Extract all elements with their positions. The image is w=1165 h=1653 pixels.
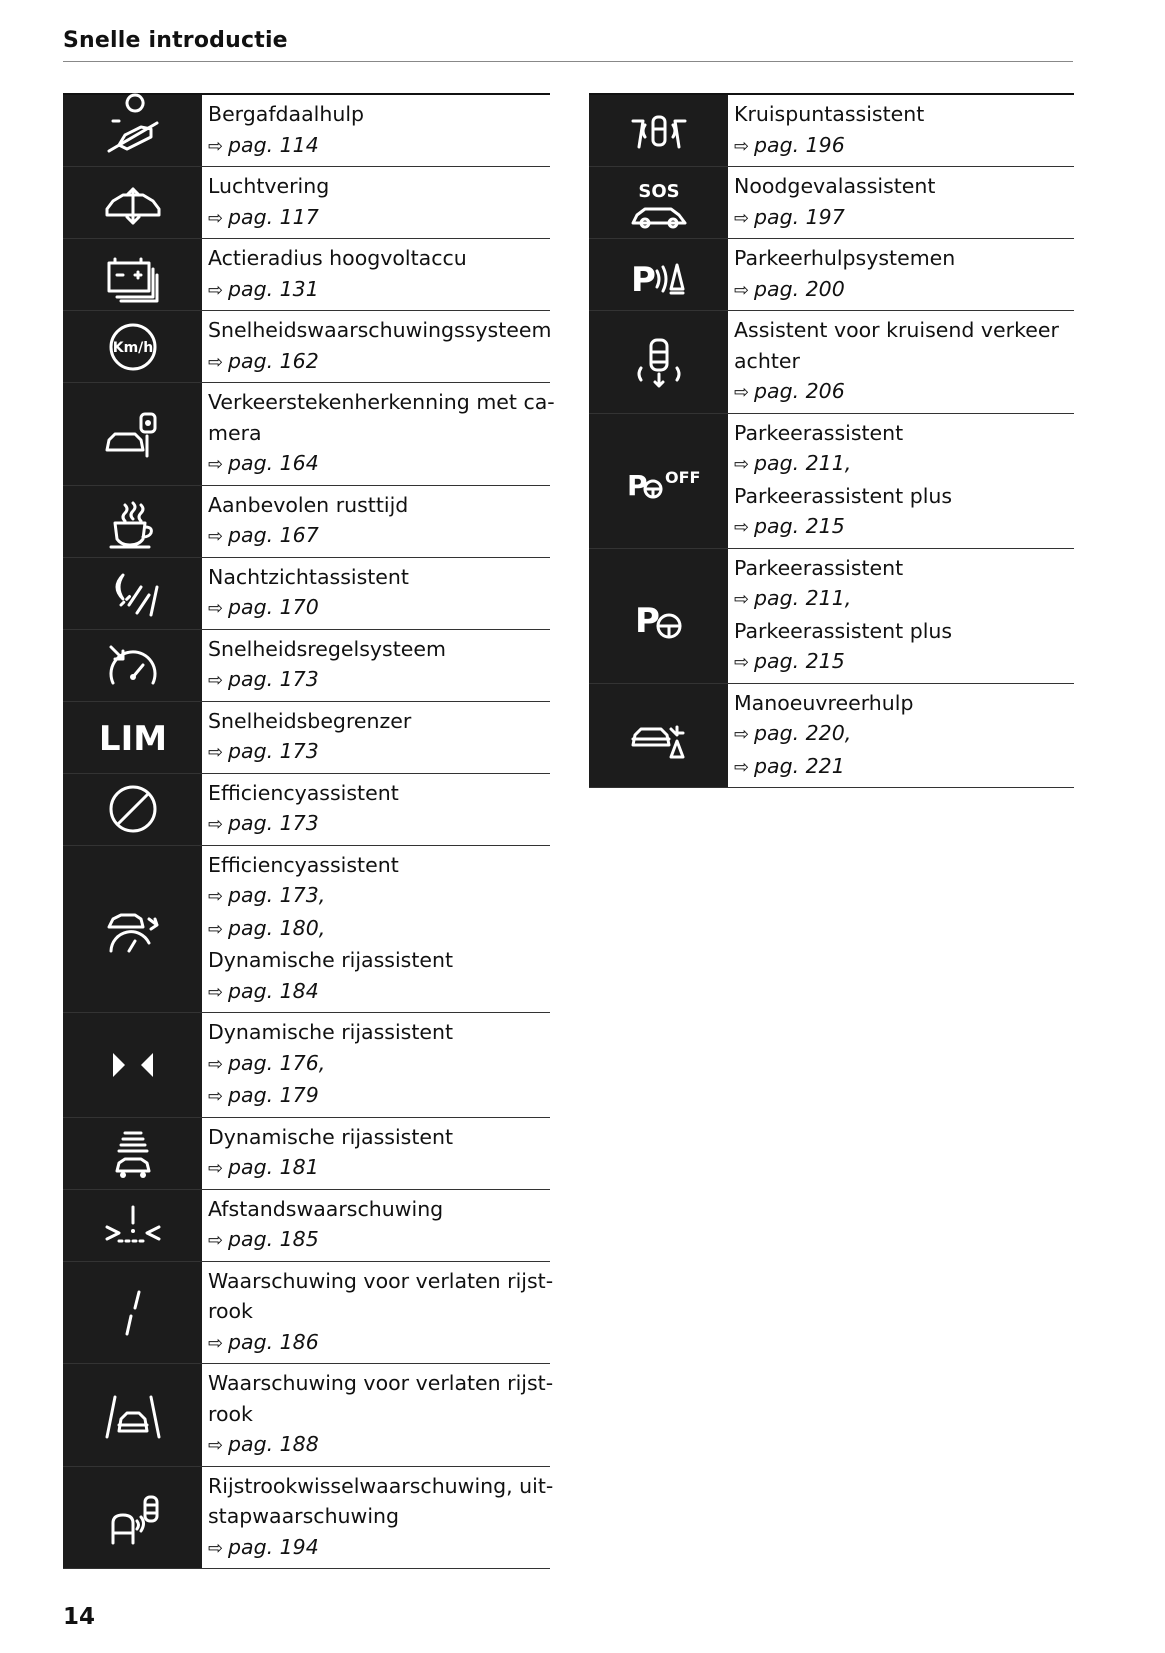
end-of-restriction-icon [63,774,202,845]
page-reference-text: pag. 180, [228,915,326,940]
page-title: Snelle introductie [63,28,288,53]
park-assist-icon [589,549,728,683]
arrow-right-icon: ⇨ [734,135,750,157]
row-content [202,702,550,773]
indicator-table-right [589,93,1074,788]
page-reference-link[interactable] [208,130,544,163]
icon-label: SOS [637,180,680,202]
row-label: Efficiencyassistent [208,780,399,805]
arrow-right-icon: ⇨ [208,1435,224,1456]
row-content [202,774,550,845]
page-reference-link[interactable] [208,1532,553,1565]
table-row [589,239,1074,311]
arrow-right-icon: ⇨ [208,814,224,835]
row-content [202,167,550,238]
row-label: Waarschuwing voor verlaten rijst- [208,1268,554,1293]
speed-warning-kmh-icon [63,311,202,382]
row-label: Bergafdaalhulp [208,102,365,126]
page-reference-text: pag. 117 [228,204,319,229]
row-label: Waarschuwing voor verlaten rijst- [208,1371,554,1395]
row-content [202,558,550,629]
page-reference-text: pag. 185 [228,1227,319,1251]
table-row [63,1262,554,1365]
table-row [63,383,555,486]
page-reference-text: pag. 206 [754,379,845,403]
svg-text:P: P [630,259,656,300]
row-label: Snelheidsbegrenzer [208,708,412,733]
row-content [202,1364,559,1466]
arrow-right-icon: ⇨ [208,1332,224,1354]
arrow-right-icon: ⇨ [734,382,750,403]
arrow-right-icon: ⇨ [208,351,224,373]
row-label: Dynamische rijassistent [208,948,454,972]
page-reference-text: pag. 173, [228,883,326,907]
row-label: Parkeerassistent plus [734,618,953,643]
page-reference-text: pag. 215 [754,514,845,538]
page-reference-link[interactable] [208,976,544,1009]
row-label: Noodgevalassistent [734,174,936,198]
lane-departure-car-icon [63,1364,202,1466]
page-reference-text: pag. 184 [228,978,319,1003]
page-reference-link[interactable] [734,646,1068,679]
row-content [202,1190,550,1261]
speed-limiter-icon [63,702,202,773]
page-reference-link[interactable] [208,913,544,946]
sos-car-icon [589,167,728,238]
page-reference-text: pag. 200 [754,276,845,301]
row-content [202,239,550,310]
row-content [202,1467,559,1569]
row-label: Snelheidsregelsysteem [208,636,446,661]
page-reference-text: pag. 131 [228,276,319,301]
page-reference-link[interactable] [208,1429,553,1462]
page-reference-text: pag. 211, [754,451,852,475]
page-reference-link[interactable] [734,718,1068,751]
row-content [202,630,550,701]
row-label: Aanbevolen rusttijd [208,492,409,517]
arrow-right-icon: ⇨ [208,1053,224,1075]
page-reference-link[interactable] [208,1152,544,1185]
page-reference-text: pag. 194 [228,1534,319,1559]
table-row [63,558,550,630]
page-reference-text: pag. 211, [754,586,852,610]
page-reference-link[interactable] [734,448,1068,481]
arrow-right-icon: ⇨ [208,981,224,1003]
table-row [63,774,550,846]
table-row [63,1364,554,1467]
table-row [63,1118,550,1190]
page-reference-link[interactable] [208,202,544,235]
page-reference-text: pag. 173 [228,811,319,835]
page-reference-link[interactable] [208,274,544,307]
indicator-table-left [63,93,555,1569]
arrow-right-icon: ⇨ [208,454,224,475]
row-label: Dynamische rijassistent [208,1124,454,1149]
row-label: Verkeerstekenherkenning met ca- [208,390,555,414]
row-label: Manoeuvreerhulp [734,690,914,715]
icon-label: Km/h [112,339,153,356]
arrow-right-icon: ⇨ [208,279,224,301]
arrow-right-icon: ⇨ [734,517,750,538]
high-voltage-battery-icon [63,239,202,310]
arrow-right-icon: ⇨ [208,526,224,547]
page-reference-text: pag. 188 [228,1432,319,1456]
page-reference-link[interactable] [734,274,1068,307]
adaptive-cruise-icon [63,846,202,1013]
page-reference-link[interactable] [208,1327,553,1360]
row-content [728,311,1074,413]
row-content [728,414,1074,548]
row-label: Dynamische rijassistent [208,1020,454,1044]
page-reference-text: pag. 162 [228,348,319,373]
row-label: Actieradius hoogvoltaccu [208,246,467,270]
page-reference-link[interactable] [734,511,1068,544]
table-row [63,1190,550,1262]
arrow-right-icon: ⇨ [208,670,224,691]
row-label: achter [734,348,800,373]
lane-change-warning-icon [63,1467,202,1569]
row-label: Snelheidswaarschuwingssysteem [208,318,552,342]
page-reference-link[interactable] [208,346,551,379]
row-content [202,383,561,485]
icon-label: LIM [98,719,167,759]
page-reference-link[interactable] [734,130,1068,163]
row-label: Parkeerassistent [734,420,904,445]
row-label: Afstandswaarschuwing [208,1196,444,1221]
row-content [728,684,1074,788]
row-content [202,1118,550,1189]
row-label: Rijstrookwisselwaarschuwing, uit- [208,1473,554,1498]
table-row [63,95,550,167]
row-label: Efficiencyassistent [208,852,399,877]
page-reference-link[interactable] [208,448,555,481]
page-reference-text: pag. 221 [754,753,845,778]
page-reference-link[interactable] [208,592,544,625]
row-content [202,1013,550,1117]
svg-text:P: P [626,468,648,502]
page-reference-text: pag. 167 [228,523,319,547]
park-assist-off-icon [589,414,728,548]
page-reference-link[interactable] [734,376,1068,409]
page-reference-text: pag. 220, [754,721,852,745]
row-label: Assistent voor kruisend verkeer [734,318,1059,342]
row-content [728,239,1074,310]
page-reference-link[interactable] [734,583,1068,616]
arrow-right-icon: ⇨ [208,1086,224,1107]
svg-text:OFF: OFF [664,467,700,487]
page-reference-link[interactable] [208,520,544,553]
arrow-right-icon: ⇨ [208,918,224,940]
page-reference-text: pag. 176, [228,1050,326,1075]
page-reference-text: pag. 196 [754,132,845,157]
arrow-right-icon: ⇨ [208,135,224,157]
row-label: Parkeerassistent [734,555,904,580]
page-reference-text: pag. 164 [228,451,319,475]
row-label: Kruispuntassistent [734,102,925,126]
arrow-right-icon: ⇨ [208,1158,224,1179]
table-row [589,167,1074,239]
row-label: stapwaarschuwing [208,1504,400,1528]
table-row [63,1467,554,1570]
arrow-right-icon: ⇨ [208,598,224,619]
row-label: mera [208,420,262,445]
table-row [63,630,550,702]
traffic-sign-camera-icon [63,383,202,485]
table-row [63,1013,550,1118]
parking-aid-icon [589,239,728,310]
row-content [202,95,550,166]
table-row [63,702,550,774]
page-reference-text: pag. 173 [228,739,319,763]
page-reference-link[interactable] [734,202,1068,235]
svg-text:P: P [634,600,660,641]
row-content [728,95,1074,166]
cruise-control-icon [63,630,202,701]
table-row [589,684,1074,789]
row-label: Nachtzichtassistent [208,564,409,589]
page-number: 14 [63,1604,96,1630]
page-reference-link[interactable] [208,880,544,913]
table-row [589,414,1074,549]
arrow-right-icon: ⇨ [208,1537,224,1559]
page-reference-text: pag. 170 [228,595,319,619]
arrow-right-icon: ⇨ [734,756,750,778]
page-reference-text: pag. 173 [228,667,319,691]
distance-warning-icon [63,1190,202,1261]
lane-line-icon [63,1262,202,1364]
distance-setting-icon [63,1118,202,1189]
page-reference-text: pag. 114 [228,132,319,157]
arrow-right-icon: ⇨ [208,886,224,907]
row-label: Parkeerassistent plus [734,483,953,508]
manoeuvre-assist-icon [589,684,728,788]
arrow-right-icon: ⇨ [208,207,224,229]
page-reference-link[interactable] [208,664,544,697]
row-content [202,846,550,1013]
intersection-assist-icon [589,95,728,166]
table-row [63,486,550,558]
row-label: Parkeerhulpsystemen [734,246,956,270]
table-row [63,239,550,311]
row-content [728,549,1074,683]
page-reference-text: pag. 181 [228,1155,319,1179]
table-row [589,311,1074,414]
page-reference-link[interactable] [208,1048,544,1081]
night-vision-icon [63,558,202,629]
row-content [728,167,1074,238]
row-label: rook [208,1299,253,1323]
arrow-right-icon: ⇨ [734,652,750,673]
table-row [63,846,550,1014]
arrow-right-icon: ⇨ [734,454,750,475]
table-row [63,311,550,383]
page-reference-link[interactable] [208,808,544,841]
arrow-right-icon: ⇨ [734,279,750,301]
page-reference-link[interactable] [208,1224,544,1257]
page-reference-link[interactable] [208,1080,544,1113]
page-header [63,28,1073,62]
arrow-right-icon: ⇨ [734,589,750,610]
row-label: Luchtvering [208,174,330,198]
page-reference-text: pag. 215 [754,649,845,673]
page-reference-link[interactable] [208,736,544,769]
page-reference-text: pag. 179 [228,1083,319,1107]
table-row [63,167,550,239]
row-content [202,311,557,382]
arrow-right-icon: ⇨ [734,724,750,745]
row-content [202,1262,559,1364]
page-reference-text: pag. 197 [754,204,845,229]
arrow-right-icon: ⇨ [208,742,224,763]
page-reference-text: pag. 186 [228,1329,319,1354]
table-row [589,95,1074,167]
row-label: rook [208,1401,253,1426]
rear-cross-traffic-icon [589,311,728,413]
page-reference-link[interactable] [734,751,1068,784]
coffee-cup-icon [63,486,202,557]
lane-guidance-icon [63,1013,202,1117]
arrow-right-icon: ⇨ [734,207,750,229]
row-content [202,486,550,557]
table-row [589,549,1074,684]
hill-descent-icon [63,95,202,166]
arrow-right-icon: ⇨ [208,1230,224,1251]
air-suspension-icon [63,167,202,238]
